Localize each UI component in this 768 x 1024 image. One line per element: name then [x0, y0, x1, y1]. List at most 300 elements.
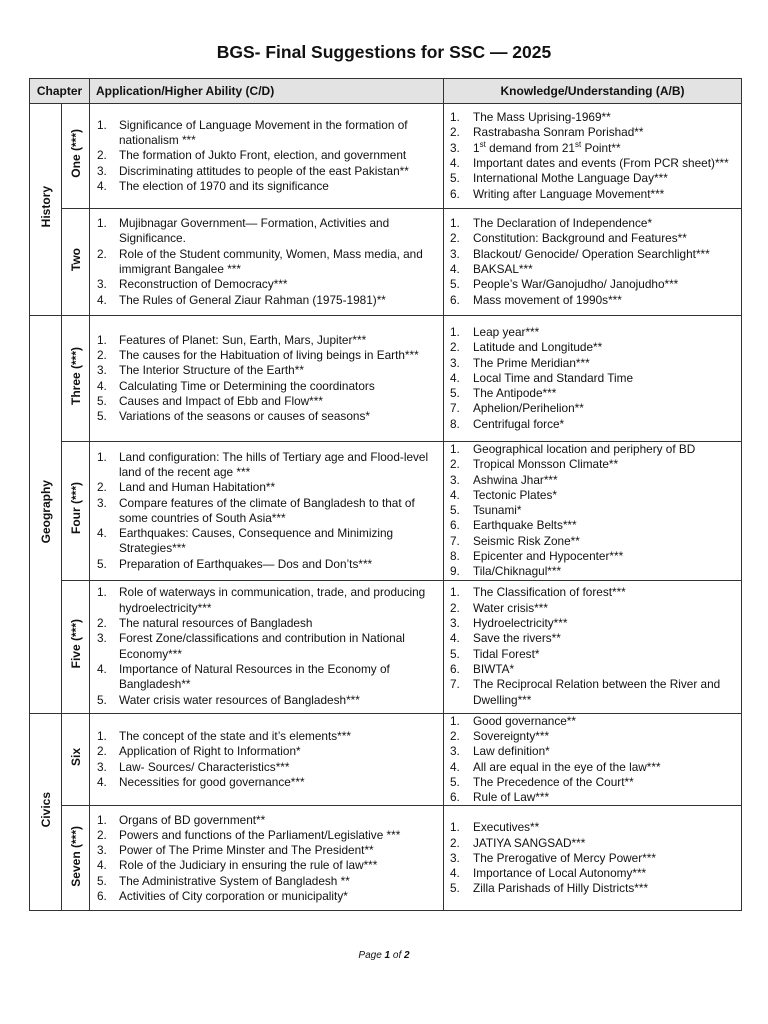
- knowledge-item: [444, 325, 737, 340]
- application-item: [90, 179, 439, 194]
- knowledge-item: [444, 401, 737, 416]
- application-item: [90, 729, 439, 744]
- knowledge-item: [444, 760, 737, 775]
- item-number: 1.: [97, 812, 107, 827]
- knowledge-item: [444, 171, 737, 186]
- item-number: 6.: [97, 889, 107, 904]
- item-number: 2.: [97, 246, 107, 261]
- item-text: The Precedence of the Court**: [473, 774, 634, 789]
- item-number: 3.: [97, 759, 107, 774]
- knowledge-cell: [444, 806, 742, 911]
- item-number: 4.: [97, 858, 107, 873]
- knowledge-item: [444, 442, 737, 457]
- application-item: [90, 247, 439, 278]
- knowledge-list: [444, 714, 741, 806]
- knowledge-item: [444, 729, 737, 744]
- knowledge-item: [444, 631, 737, 646]
- knowledge-list: [444, 216, 741, 308]
- item-text: Earthquake Belts***: [473, 518, 577, 533]
- item-text: Land configuration: The hills of Tertiary age and Flood-level land of the recent age ***: [119, 449, 429, 479]
- item-text: Rastrabasha Sonram Porishad**: [473, 125, 644, 140]
- application-item: [90, 293, 439, 308]
- subject-cell: [30, 104, 62, 316]
- item-text: The natural resources of Bangladesh: [119, 616, 313, 631]
- knowledge-item: [444, 564, 737, 579]
- item-text: The Administrative System of Bangladesh **: [119, 873, 350, 888]
- knowledge-item: [444, 662, 737, 677]
- item-text: Importance of Natural Resources in the Economy of Bangladesh**: [119, 661, 390, 692]
- item-text: The Rules of General Ziaur Rahman (1975-1981)**: [119, 292, 386, 307]
- item-number: 1.: [97, 728, 107, 743]
- item-number: 1.: [450, 442, 460, 456]
- item-number: 9.: [450, 564, 460, 579]
- knowledge-list: [444, 325, 741, 432]
- knowledge-item: [444, 534, 737, 549]
- item-text: Water crisis water resources of Bangladesh***: [119, 692, 360, 707]
- knowledge-item: [444, 473, 737, 488]
- table-body: [30, 104, 742, 911]
- item-number: 2.: [97, 744, 107, 759]
- knowledge-item: [444, 277, 737, 292]
- item-number: 4.: [97, 774, 107, 789]
- knowledge-list: [444, 585, 741, 707]
- item-text: JATIYA SANGSAD***: [473, 835, 586, 850]
- item-text: Necessities for good governance***: [119, 774, 305, 789]
- item-text: The Mass Uprising-1969**: [473, 110, 611, 125]
- chapter-cell: [62, 104, 90, 209]
- item-text: Blackout/ Genocide/ Operation Searchlight***: [473, 246, 710, 261]
- item-number: 7.: [450, 533, 460, 548]
- item-number: 1.: [97, 216, 107, 231]
- knowledge-item: [444, 293, 737, 308]
- application-list: [90, 450, 443, 572]
- item-number: 5.: [450, 881, 460, 896]
- item-number: 6.: [450, 186, 460, 201]
- item-number: 4.: [450, 866, 460, 881]
- item-text: Constitution: Background and Features**: [473, 231, 687, 246]
- subject-cell: [30, 713, 62, 911]
- item-number: 5.: [450, 646, 460, 661]
- item-text: The formation of Jukto Front, election, and government: [119, 148, 407, 163]
- knowledge-item: [444, 187, 737, 202]
- application-cell: [90, 316, 444, 442]
- chapter-cell: [62, 316, 90, 442]
- chapter-row: [30, 316, 742, 442]
- item-number: 2.: [97, 148, 107, 163]
- knowledge-cell: [444, 104, 742, 209]
- item-number: 5.: [450, 774, 460, 789]
- application-item: [90, 889, 439, 904]
- application-list: [90, 118, 443, 194]
- knowledge-item: [444, 616, 737, 631]
- application-item: [90, 744, 439, 759]
- footer-of-word: of: [392, 950, 402, 961]
- item-text: Role of waterways in communication, trade, and producing hydroelectricity***: [119, 585, 426, 615]
- item-text: Local Time and Standard Time: [473, 370, 634, 385]
- item-text: Water crisis***: [473, 600, 548, 615]
- item-number: 1.: [450, 713, 460, 728]
- item-number: 5.: [97, 556, 107, 571]
- item-number: 1.: [97, 449, 107, 464]
- item-text: Epicenter and Hypocenter***: [473, 549, 624, 564]
- knowledge-item: [444, 518, 737, 533]
- application-item: [90, 813, 439, 828]
- application-item: [90, 874, 439, 889]
- subject-label: History: [38, 186, 53, 228]
- item-number: 8.: [450, 549, 460, 564]
- item-text: Tidal Forest*: [473, 646, 540, 661]
- item-number: 2.: [97, 347, 107, 362]
- knowledge-item: [444, 417, 737, 432]
- knowledge-item: [444, 386, 737, 401]
- item-number: 2.: [450, 125, 460, 140]
- item-number: 3.: [450, 246, 460, 261]
- item-text: Importance of Local Autonomy***: [473, 866, 647, 881]
- item-text: The causes for the Habituation of living beings in Earth***: [119, 347, 419, 362]
- item-text: The election of 1970 and its significance: [119, 178, 329, 193]
- item-number: 5.: [450, 277, 460, 292]
- knowledge-item: [444, 836, 737, 851]
- item-text: Law definition*: [473, 744, 550, 759]
- item-text: Executives**: [473, 820, 540, 835]
- application-cell: [90, 209, 444, 316]
- application-item: [90, 118, 439, 149]
- item-text: Preparation of Earthquakes— Dos and Don’ts***: [119, 556, 373, 571]
- application-item: [90, 526, 439, 557]
- item-number: 6.: [450, 790, 460, 805]
- chapter-label: Two: [68, 247, 83, 272]
- item-number: 6.: [450, 661, 460, 676]
- item-text: Important dates and events (From PCR sheet)***: [473, 156, 729, 170]
- item-number: 5.: [97, 393, 107, 408]
- knowledge-item: [444, 156, 737, 171]
- application-list: [90, 729, 443, 790]
- page-footer: [0, 950, 768, 961]
- chapter-cell: [62, 713, 90, 806]
- knowledge-list: [444, 442, 741, 580]
- item-text: Discriminating attitudes to people of the east Pakistan**: [119, 163, 409, 178]
- application-item: [90, 858, 439, 873]
- header-knowledge: Knowledge/Understanding (A/B): [444, 79, 742, 104]
- suggestions-table: [29, 78, 742, 911]
- item-text: Good governance**: [473, 713, 576, 728]
- item-number: 2.: [97, 480, 107, 495]
- item-number: 3.: [450, 616, 460, 631]
- knowledge-item: [444, 714, 737, 729]
- document-title: BGS- Final Suggestions for SSC — 2025: [216, 42, 552, 62]
- item-number: 1.: [450, 324, 460, 339]
- knowledge-item: [444, 141, 737, 156]
- application-item: [90, 277, 439, 292]
- item-text: Geographical location and periphery of BD: [473, 442, 696, 456]
- application-item: [90, 585, 439, 616]
- item-number: 4.: [97, 526, 107, 541]
- chapter-label: Seven (***): [68, 825, 83, 887]
- item-text: Zilla Parishads of Hilly Districts***: [473, 881, 649, 896]
- knowledge-item: [444, 820, 737, 835]
- knowledge-item: [444, 503, 737, 518]
- item-text: Variations of the seasons or causes of seasons*: [119, 409, 370, 424]
- chapter-row: [30, 713, 742, 806]
- item-text: All are equal in the eye of the law***: [473, 759, 661, 774]
- knowledge-item: [444, 231, 737, 246]
- item-number: 3.: [450, 140, 460, 155]
- item-text: Mass movement of 1990s***: [473, 292, 622, 307]
- item-number: 2.: [450, 600, 460, 615]
- item-text: BIWTA*: [473, 661, 515, 676]
- item-text: Causes and Impact of Ebb and Flow***: [119, 393, 323, 408]
- application-list: [90, 216, 443, 308]
- item-number: 8.: [450, 416, 460, 431]
- item-text: Compare features of the climate of Bangladesh to that of some countries of South Asia***: [119, 495, 415, 525]
- item-text: Hydroelectricity***: [473, 616, 568, 631]
- application-cell: [90, 806, 444, 911]
- application-cell: [90, 442, 444, 581]
- chapter-label: Five (***): [68, 619, 83, 669]
- footer-current-page: 1: [384, 950, 391, 961]
- knowledge-item: [444, 881, 737, 896]
- application-item: [90, 616, 439, 631]
- knowledge-item: [444, 601, 737, 616]
- item-number: 3.: [97, 843, 107, 858]
- knowledge-item: [444, 125, 737, 140]
- subject-label: Geography: [38, 480, 53, 544]
- item-number: 3.: [97, 363, 107, 378]
- item-number: 5.: [450, 503, 460, 518]
- chapter-label: Three (***): [68, 346, 83, 405]
- application-cell: [90, 580, 444, 713]
- application-item: [90, 480, 439, 495]
- knowledge-item: [444, 677, 737, 708]
- item-text: Powers and functions of the Parliament/Legislative ***: [119, 827, 401, 842]
- item-text: The Antipode***: [473, 386, 557, 401]
- item-text: Centrifugal force*: [473, 416, 565, 431]
- item-number: 4.: [450, 759, 460, 774]
- item-text: International Mothe Language Day***: [473, 171, 668, 186]
- knowledge-item: [444, 457, 737, 472]
- application-item: [90, 557, 439, 572]
- knowledge-cell: [444, 442, 742, 581]
- application-item: [90, 333, 439, 348]
- item-number: 1.: [450, 216, 460, 231]
- item-text: The Classification of forest***: [473, 585, 626, 600]
- application-item: [90, 843, 439, 858]
- item-text: Organs of BD government**: [119, 812, 266, 827]
- item-number: 3.: [450, 850, 460, 865]
- item-text: Latitude and Longitude**: [473, 340, 603, 355]
- application-item: [90, 148, 439, 163]
- application-item: [90, 409, 439, 424]
- application-item: [90, 496, 439, 527]
- item-number: 3.: [97, 277, 107, 292]
- footer-page-word: Page: [358, 950, 382, 961]
- item-number: 2.: [450, 457, 460, 472]
- item-text: 1st demand from 21st Point**: [473, 139, 621, 155]
- knowledge-cell: [444, 713, 742, 806]
- knowledge-item: [444, 549, 737, 564]
- item-number: 5.: [97, 873, 107, 888]
- item-number: 4.: [97, 178, 107, 193]
- knowledge-item: [444, 866, 737, 881]
- knowledge-item: [444, 356, 737, 371]
- item-text: Writing after Language Movement***: [473, 186, 665, 201]
- item-number: 3.: [97, 631, 107, 646]
- item-text: Power of The Prime Minster and The President**: [119, 843, 374, 858]
- item-text: Sovereignty***: [473, 728, 550, 743]
- knowledge-item: [444, 371, 737, 386]
- item-text: Reconstruction of Democracy***: [119, 277, 288, 292]
- knowledge-item: [444, 851, 737, 866]
- application-item: [90, 662, 439, 693]
- knowledge-cell: [444, 580, 742, 713]
- item-text: Mujibnagar Government— Formation, Activities and Significance.: [119, 216, 390, 246]
- footer-total-pages: 2: [404, 950, 410, 961]
- item-number: 5.: [450, 171, 460, 186]
- item-text: Seismic Risk Zone**: [473, 533, 580, 548]
- item-number: 4.: [450, 156, 460, 170]
- item-text: Activities of City corporation or municipality*: [119, 889, 348, 904]
- item-number: 4.: [450, 631, 460, 646]
- application-item: [90, 216, 439, 247]
- item-text: Tropical Monsson Climate**: [473, 457, 619, 472]
- item-number: 7.: [450, 401, 460, 416]
- item-number: 4.: [450, 262, 460, 276]
- chapter-row: [30, 806, 742, 911]
- item-text: The Interior Structure of the Earth**: [119, 363, 304, 378]
- item-number: 3.: [450, 472, 460, 487]
- item-number: 3.: [450, 355, 460, 370]
- knowledge-cell: [444, 209, 742, 316]
- item-number: 4.: [97, 661, 107, 676]
- application-list: [90, 585, 443, 707]
- item-number: 3.: [97, 163, 107, 178]
- item-text: Aphelion/Perihelion**: [473, 401, 584, 416]
- item-text: Tectonic Plates*: [473, 487, 557, 502]
- knowledge-item: [444, 110, 737, 125]
- table-header-row: [30, 79, 742, 104]
- chapter-label: One (***): [68, 129, 83, 178]
- chapter-label: Four (***): [68, 482, 83, 535]
- item-number: 1.: [97, 332, 107, 347]
- item-text: Significance of Language Movement in the formation of nationalism ***: [119, 117, 408, 148]
- item-number: 5.: [97, 409, 107, 424]
- application-item: [90, 363, 439, 378]
- item-number: 6.: [450, 292, 460, 307]
- item-number: 2.: [97, 827, 107, 842]
- application-list: [90, 813, 443, 905]
- item-text: Features of Planet: Sun, Earth, Mars, Jupiter***: [119, 332, 367, 347]
- knowledge-item: [444, 585, 737, 600]
- knowledge-item: [444, 488, 737, 503]
- knowledge-item: [444, 247, 737, 262]
- application-item: [90, 394, 439, 409]
- item-number: 5.: [97, 692, 107, 707]
- item-text: Law- Sources/ Characteristics***: [119, 759, 290, 774]
- item-number: 4.: [450, 370, 460, 385]
- application-item: [90, 631, 439, 662]
- chapter-row: [30, 442, 742, 581]
- item-text: The Prime Meridian***: [473, 355, 590, 370]
- item-number: 1.: [450, 585, 460, 600]
- application-list: [90, 333, 443, 425]
- knowledge-list: [444, 820, 741, 896]
- application-cell: [90, 713, 444, 806]
- application-item: [90, 348, 439, 363]
- item-number: 1.: [97, 117, 107, 132]
- subject-label: Civics: [38, 791, 53, 828]
- chapter-row: [30, 209, 742, 316]
- knowledge-item: [444, 744, 737, 759]
- chapter-cell: [62, 806, 90, 911]
- item-number: 1.: [97, 585, 107, 600]
- item-number: 7.: [450, 677, 460, 692]
- knowledge-item: [444, 340, 737, 355]
- header-application: Application/Higher Ability (C/D): [90, 79, 444, 104]
- header-chapter: Chapter: [30, 79, 90, 104]
- item-text: Save the rivers**: [473, 631, 561, 646]
- application-item: [90, 164, 439, 179]
- chapter-row: [30, 104, 742, 209]
- item-text: The Prerogative of Mercy Power***: [473, 850, 656, 865]
- item-text: Role of the Judiciary in ensuring the rule of law***: [119, 858, 378, 873]
- knowledge-item: [444, 775, 737, 790]
- application-item: [90, 693, 439, 708]
- item-number: 2.: [450, 835, 460, 850]
- chapter-row: [30, 580, 742, 713]
- item-number: 2.: [450, 231, 460, 246]
- subject-cell: [30, 316, 62, 714]
- item-text: Rule of Law***: [473, 790, 550, 805]
- item-number: 3.: [450, 744, 460, 759]
- item-number: 2.: [450, 340, 460, 355]
- chapter-cell: [62, 580, 90, 713]
- knowledge-item: [444, 647, 737, 662]
- item-text: The concept of the state and it’s elements***: [119, 728, 351, 743]
- application-item: [90, 775, 439, 790]
- item-text: Ashwina Jhar***: [473, 472, 558, 487]
- item-number: 4.: [450, 487, 460, 502]
- item-number: 4.: [97, 292, 107, 307]
- item-number: 1.: [450, 820, 460, 835]
- item-text: People’s War/Ganojudho/ Janojudho***: [473, 277, 679, 292]
- knowledge-item: [444, 216, 737, 231]
- item-text: Forest Zone/classifications and contribution in National Economy***: [119, 631, 405, 661]
- item-text: Tila/Chiknagul***: [473, 564, 562, 579]
- knowledge-item: [444, 262, 737, 277]
- item-text: Tsunami*: [473, 503, 522, 518]
- item-text: Application of Right to Information*: [119, 744, 301, 759]
- chapter-label: Six: [68, 748, 83, 767]
- knowledge-list: [444, 110, 741, 202]
- item-number: 2.: [450, 728, 460, 743]
- application-item: [90, 450, 439, 481]
- item-text: Role of the Student community, Women, Mass media, and immigrant Bangalee ***: [119, 246, 423, 276]
- item-number: 3.: [97, 495, 107, 510]
- item-text: Land and Human Habitation**: [119, 480, 276, 495]
- application-cell: [90, 104, 444, 209]
- chapter-cell: [62, 442, 90, 581]
- item-text: BAKSAL***: [473, 262, 533, 276]
- item-number: 2.: [97, 616, 107, 631]
- item-text: Leap year***: [473, 324, 540, 339]
- item-text: The Reciprocal Relation between the River and Dwelling***: [473, 677, 721, 707]
- item-text: Earthquakes: Causes, Consequence and Minimizing Strategies***: [119, 526, 394, 556]
- knowledge-cell: [444, 316, 742, 442]
- item-text: The Declaration of Independence*: [473, 216, 653, 231]
- knowledge-item: [444, 790, 737, 805]
- application-item: [90, 760, 439, 775]
- item-number: 6.: [450, 518, 460, 533]
